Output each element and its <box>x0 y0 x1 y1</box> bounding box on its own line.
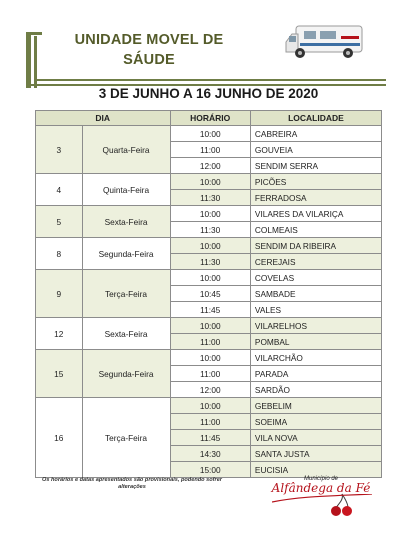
location-cell: GEBELIM <box>250 398 381 414</box>
table-row <box>36 206 382 222</box>
table-row <box>36 398 382 414</box>
title-line-1: UNIDADE MOVEL DE <box>74 32 224 48</box>
location-cell: SAMBADE <box>250 286 381 302</box>
time-cell: 10:00 <box>170 126 250 142</box>
time-cell: 11:30 <box>170 222 250 238</box>
time-cell: 11:45 <box>170 430 250 446</box>
table-row <box>36 238 382 254</box>
location-cell: VILARELHOS <box>250 318 381 334</box>
header-frame-left-bar <box>26 32 31 88</box>
location-cell: EUCISIA <box>250 462 381 478</box>
location-cell: COLMEAIS <box>250 222 381 238</box>
table-header-row <box>36 111 382 126</box>
time-cell: 11:00 <box>170 334 250 350</box>
municipality-logo <box>266 472 376 518</box>
day-number-cell: 4 <box>36 174 83 206</box>
weekday-cell: Segunda-Feira <box>82 238 170 270</box>
location-cell: VILARCHÃO <box>250 350 381 366</box>
time-cell: 10:00 <box>170 270 250 286</box>
page-title <box>64 30 234 70</box>
header-frame-top-line <box>26 32 42 35</box>
location-cell: SARDÃO <box>250 382 381 398</box>
location-cell: PARADA <box>250 366 381 382</box>
time-cell: 10:00 <box>170 238 250 254</box>
location-cell: POMBAL <box>250 334 381 350</box>
day-number-cell: 16 <box>36 398 83 478</box>
location-cell: SANTA JUSTA <box>250 446 381 462</box>
location-cell: CABREIRA <box>250 126 381 142</box>
location-cell: VILA NOVA <box>250 430 381 446</box>
title-line-2: SÁUDE <box>123 52 175 68</box>
weekday-cell: Quarta-Feira <box>82 126 170 174</box>
location-cell: SOEIMA <box>250 414 381 430</box>
time-cell: 10:00 <box>170 318 250 334</box>
day-number-cell: 9 <box>36 270 83 318</box>
weekday-cell: Terça-Feira <box>82 270 170 318</box>
period-heading: 3 DE JUNHO A 16 JUNHO DE 2020 <box>98 86 319 101</box>
day-number-cell: 5 <box>36 206 83 238</box>
weekday-cell: Sexta-Feira <box>82 318 170 350</box>
time-cell: 14:30 <box>170 446 250 462</box>
logo-swoosh <box>272 494 372 504</box>
location-cell: SENDIM DA RIBEIRA <box>250 238 381 254</box>
weekday-cell: Terça-Feira <box>82 398 170 478</box>
time-cell: 11:45 <box>170 302 250 318</box>
schedule-table <box>35 110 382 478</box>
location-cell: VILARES DA VILARIÇA <box>250 206 381 222</box>
time-cell: 15:00 <box>170 462 250 478</box>
location-cell: SENDIM SERRA <box>250 158 381 174</box>
day-number-cell: 3 <box>36 126 83 174</box>
time-cell: 12:00 <box>170 158 250 174</box>
weekday-cell: Sexta-Feira <box>82 206 170 238</box>
time-cell: 10:00 <box>170 206 250 222</box>
header-localidade: LOCALIDADE <box>250 111 381 126</box>
time-cell: 11:00 <box>170 366 250 382</box>
logo-script-text: Alfândega da Fé <box>271 481 371 495</box>
header-frame-bottom-line-2 <box>37 79 386 81</box>
day-number-cell: 8 <box>36 238 83 270</box>
header-horario: HORÁRIO <box>170 111 250 126</box>
time-cell: 10:00 <box>170 398 250 414</box>
weekday-cell: Quinta-Feira <box>82 174 170 206</box>
time-cell: 10:45 <box>170 286 250 302</box>
footnote: Os horários e datas apresentados são provisionais, podendo sofrer alterações <box>42 477 222 490</box>
table-row <box>36 126 382 142</box>
day-number-cell: 15 <box>36 350 83 398</box>
header-dia: DIA <box>36 111 171 126</box>
table-row <box>36 318 382 334</box>
location-cell: VALES <box>250 302 381 318</box>
time-cell: 11:00 <box>170 414 250 430</box>
time-cell: 10:00 <box>170 350 250 366</box>
location-cell: FERRADOSA <box>250 190 381 206</box>
location-cell: CEREJAIS <box>250 254 381 270</box>
table-row <box>36 350 382 366</box>
ambulance-icon <box>284 22 366 62</box>
table-row <box>36 270 382 286</box>
time-cell: 11:00 <box>170 142 250 158</box>
time-cell: 11:30 <box>170 190 250 206</box>
location-cell: GOUVEIA <box>250 142 381 158</box>
day-number-cell: 12 <box>36 318 83 350</box>
weekday-cell: Segunda-Feira <box>82 350 170 398</box>
location-cell: PICÕES <box>250 174 381 190</box>
location-cell: COVELAS <box>250 270 381 286</box>
time-cell: 12:00 <box>170 382 250 398</box>
time-cell: 11:30 <box>170 254 250 270</box>
time-cell: 10:00 <box>170 174 250 190</box>
table-row <box>36 174 382 190</box>
logo-small-text: Município de <box>303 476 339 482</box>
